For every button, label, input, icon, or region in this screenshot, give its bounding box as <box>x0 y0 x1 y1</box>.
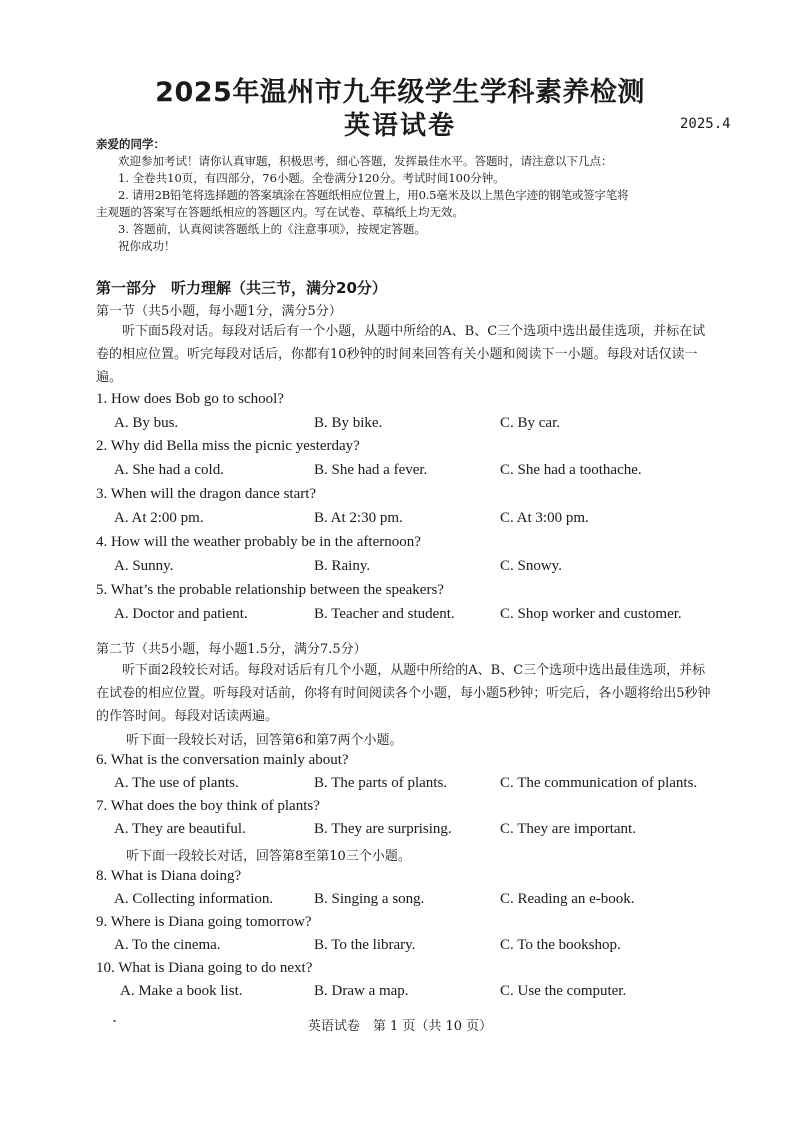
section-sub-intro: 听下面一段较长对话，回答第8至第10三个小题。 <box>126 849 411 864</box>
option-b: B. Teacher and student. <box>314 606 455 622</box>
option-b: B. Singing a song. <box>314 891 425 907</box>
section-sub-intro: 听下面一段较长对话，回答第6和第7两个小题。 <box>126 733 403 748</box>
option-c: C. Snowy. <box>500 558 562 574</box>
option-a: A. She had a cold. <box>114 462 224 478</box>
option-a: A. To the cinema. <box>114 937 221 953</box>
instruction-line: 1. 全卷共10页，有四部分，76小题。全卷满分120分。考试时间100分钟。 <box>118 171 505 185</box>
greeting: 亲爱的同学： <box>96 137 165 151</box>
option-b: B. She had a fever. <box>314 462 428 478</box>
option-c: C. Shop worker and customer. <box>500 606 682 622</box>
option-c: C. By car. <box>500 415 560 431</box>
option-b: B. At 2:30 pm. <box>314 510 403 526</box>
exam-date: 2025.4 <box>680 116 731 132</box>
option-a: A. At 2:00 pm. <box>114 510 204 526</box>
question-text: 6. What is the conversation mainly about? <box>96 752 349 768</box>
closing-line: 祝你成功！ <box>118 239 176 253</box>
question-text: 4. How will the weather probably be in the afternoon? <box>96 534 421 550</box>
option-a: A. The use of plants. <box>114 775 239 791</box>
instruction-line: 3. 答题前，认真阅读答题纸上的《注意事项》，按规定答题。 <box>118 222 426 236</box>
option-c: C. The communication of plants. <box>500 775 698 791</box>
exam-subtitle: 英语试卷 <box>343 111 456 141</box>
option-a: A. Doctor and patient. <box>114 606 248 622</box>
option-c: C. She had a toothache. <box>500 462 642 478</box>
instruction-line: 欢迎参加考试！请你认真审题，积极思考，细心答题，发挥最佳水平。答题时，请注意以下几点： <box>118 154 613 168</box>
question-text: 7. What does the boy think of plants? <box>96 798 320 814</box>
part-title: 第一部分 听力理解（共三节，满分20分） <box>96 279 387 297</box>
section-intro: 听下面5段对话。每段对话后有一个小题，从题中所给的A、B、C三个选项中选出最佳选项，并标在试卷的相应位置。听完每段对话后，你都有10秒钟的时间来回答有关小题和阅读下一小题。每段对话仅读一遍。 <box>96 324 706 385</box>
option-c: C. Reading an e-book. <box>500 891 635 907</box>
option-b: B. Rainy. <box>314 558 371 574</box>
question-text: 2. Why did Bella miss the picnic yesterday? <box>96 438 360 454</box>
option-c: C. Use the computer. <box>500 983 627 999</box>
question-text: 9. Where is Diana going tomorrow? <box>96 914 312 930</box>
option-a: A. By bus. <box>114 415 179 431</box>
option-b: B. To the library. <box>314 937 416 953</box>
section-title: 第二节（共5小题，每小题1.5分，满分7.5分） <box>96 642 367 657</box>
option-a: A. They are beautiful. <box>114 821 246 837</box>
option-c: C. At 3:00 pm. <box>500 510 589 526</box>
section-title: 第一节（共5小题，每小题1分，满分5分） <box>96 304 342 319</box>
option-b: B. They are surprising. <box>314 821 452 837</box>
option-b: B. The parts of plants. <box>314 775 448 791</box>
exam-title: 2025年温州市九年级学生学科素养检测 <box>155 77 645 108</box>
option-c: C. To the bookshop. <box>500 937 621 953</box>
question-text: 8. What is Diana doing? <box>96 868 242 884</box>
question-text: 5. What’s the probable relationship between the speakers? <box>96 582 444 598</box>
instruction-line: 主观题的答案写在答题纸相应的答题区内。写在试卷、草稿纸上均无效。 <box>96 205 464 219</box>
option-b: B. Draw a map. <box>314 983 409 999</box>
instruction-line: 2. 请用2B铅笔将选择题的答案填涂在答题纸相应位置上，用0.5毫米及以上黑色字迹的钢笔或签字笔将 <box>118 188 629 202</box>
option-b: B. By bike. <box>314 415 383 431</box>
question-text: 1. How does Bob go to school? <box>96 391 284 407</box>
option-c: C. They are important. <box>500 821 636 837</box>
question-text: 10. What is Diana going to do next? <box>96 960 313 976</box>
option-a: A. Collecting information. <box>114 891 274 907</box>
option-a: A. Sunny. <box>114 558 174 574</box>
question-text: 3. When will the dragon dance start? <box>96 486 317 502</box>
option-a: A. Make a book list. <box>120 983 243 999</box>
page-footer: 英语试卷 第 1 页（共 10 页） <box>307 1019 493 1034</box>
section-intro: 听下面2段较长对话。每段对话后有几个小题，从题中所给的A、B、C三个选项中选出最佳选项，并标在试卷的相应位置。听每段对话前，你将有时间阅读各个小题，每小题5秒钟；听完后，各小题将给出5秒钟的作答时间。每段对话读两遍。 <box>96 663 711 724</box>
